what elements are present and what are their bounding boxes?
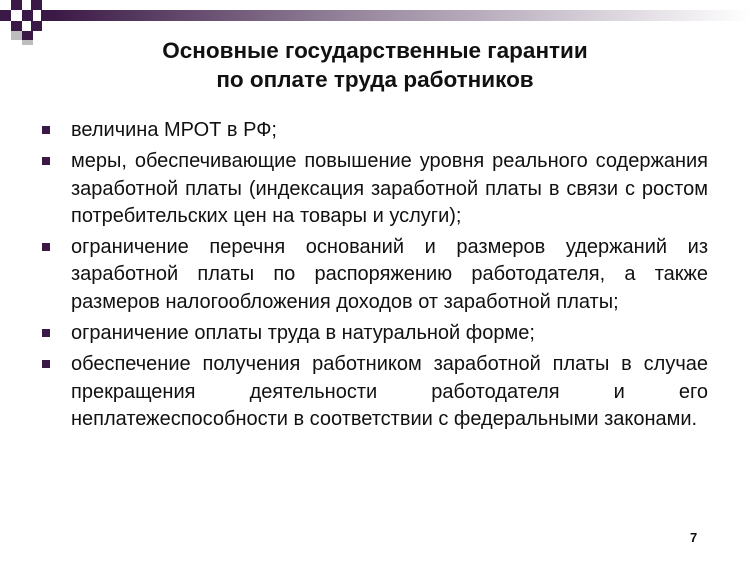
decor-square xyxy=(31,21,42,31)
bullet-item xyxy=(42,148,708,230)
slide-title-line: Основные государственные гарантии xyxy=(162,38,588,63)
decor-square xyxy=(11,0,22,10)
bullet-item xyxy=(42,320,708,347)
square-bullet-icon xyxy=(42,329,50,337)
square-bullet-icon xyxy=(42,243,50,251)
decor-square xyxy=(41,10,52,21)
bullet-text: ограничение оплаты труда в натуральной форме; xyxy=(71,322,535,345)
decor-square xyxy=(11,21,22,31)
bullet-list xyxy=(42,117,708,437)
bullet-item xyxy=(42,117,708,144)
bullet-text: меры, обеспечивающие повышение уровня реального содержания заработной платы (индексация заработной платы в связи с ростом потребительских цен на товары и услуги); xyxy=(71,150,708,227)
square-bullet-icon xyxy=(42,126,50,134)
bullet-item xyxy=(42,234,708,316)
decor-square xyxy=(0,10,11,21)
bullet-text: ограничение перечня оснований и размеров удержаний из заработной платы по распоряжению работодателя, а также размеров налогообложения доходов от заработной платы; xyxy=(71,236,708,313)
decor-square xyxy=(31,0,42,10)
top-gradient-bar xyxy=(52,10,750,21)
bullet-text: обеспечение получения работником заработной платы в случае прекращения деятельности работодателя и его неплатежеспособности в соответствии с федеральными законами. xyxy=(71,353,708,430)
square-bullet-icon xyxy=(42,360,50,368)
bullet-item xyxy=(42,351,708,433)
slide-title xyxy=(0,36,750,94)
slide-title-line: по оплате труда работников xyxy=(216,67,534,92)
decor-square xyxy=(22,10,33,21)
square-bullet-icon xyxy=(42,157,50,165)
bullet-text: величина МРОТ в РФ; xyxy=(71,119,277,141)
page-number: 7 xyxy=(690,530,698,545)
